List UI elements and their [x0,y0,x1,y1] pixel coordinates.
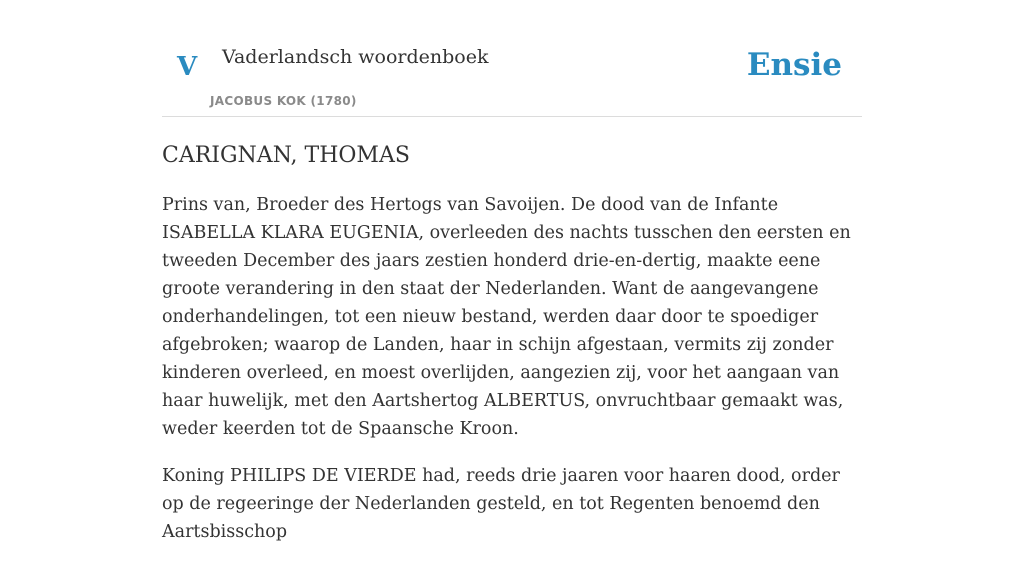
ensie-logo[interactable]: Ensie [746,47,842,83]
entry-title: CARIGNAN, THOMAS [162,143,410,168]
book-author: JACOBUS KOK (1780) [210,94,357,108]
book-title-link[interactable]: Vaderlandsch woordenboek [222,46,489,68]
entry-body [162,191,862,546]
book-header [162,0,862,117]
entry-paragraph: Prins van, Broeder des Hertogs van Savoijen. De dood van de Infante ISABELLA KLARA EUGENIA, overleeden des nachts tusschen den eersten en tweeden December des jaars zestien honderd drie-en-dertig, maakte eene groote verandering in den staat der Nederlanden. Want de aangevangene onderhandelingen, tot een nieuw bestand, werden daar door te spoediger afgebroken; waarop de Landen, haar in schijn afgestaan, vermits zij zonder kinderen overleed, en moest overlijden, aangezien zij, voor het aangaan van haar huwelijk, met den Aartshertog ALBERTUS, onvruchtbaar gemaakt was, weder keerden tot de Spaansche Kroon. [162,195,851,440]
book-logo-letter[interactable]: V [177,52,198,82]
content-container [162,0,862,565]
entry-paragraph: Koning PHILIPS DE VIERDE had, reeds drie jaaren voor haaren dood, order op de regeeringe der Nederlanden gesteld, en tot Regenten benoemd den Aartsbisschop [162,466,840,543]
